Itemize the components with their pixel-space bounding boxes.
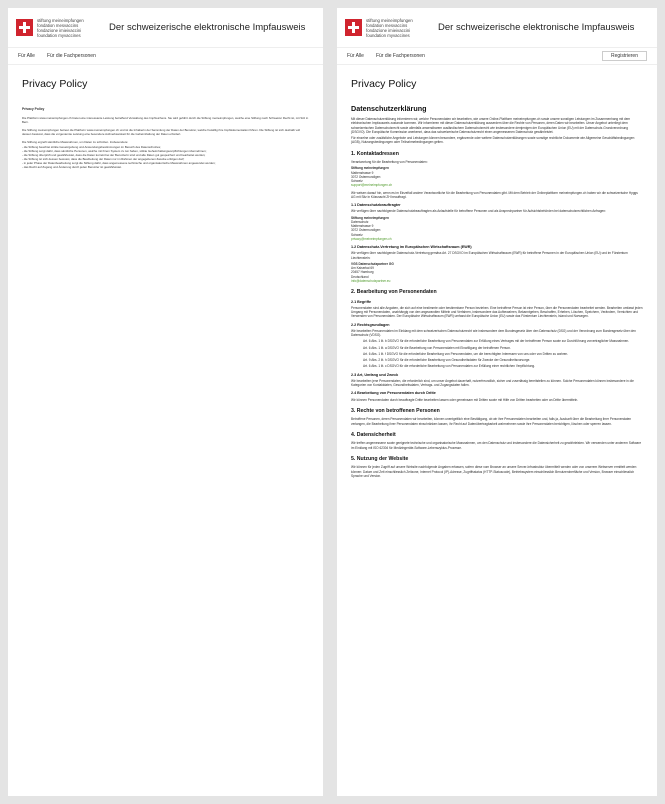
site-header	[8, 8, 323, 48]
app-title: Der schweizerische elektronische Impfausweis	[109, 22, 306, 33]
paragraph: Wir bearbeiten Personendaten im Einklang mit dem schweizerischen Datenschutzrecht wie insbesondere dem Bundesgesetz über den Datenschutz (DSG) und der Verordnung zum Bundesgesetz über den Datenschutz (VDSG).	[351, 328, 636, 337]
paragraph: Wir können Personendaten durch beauftragte Dritte bearbeiten lassen oder gemeinsam mit Dritten sowie mit Hilfe von Dritten bearbeiten oder an Dritte übermitteln.	[351, 397, 579, 402]
nav-for-all[interactable]: Für Alle	[18, 53, 35, 59]
app-title: Der schweizerische elektronische Impfausweis	[438, 22, 635, 33]
paragraph: Verantwortung für die Bearbeitung von Personendaten:	[351, 160, 428, 164]
subsection-heading: 2.3 Art, Umfang und Zweck	[351, 372, 399, 377]
foundation-logo-text: stiftung meineimpfungen fondation mesvaccins fondazione imieivaccini foundation myvaccines	[366, 17, 413, 38]
section-heading: 5. Nutzung der Website	[351, 455, 409, 462]
section-heading: 4. Datensicherheit	[351, 431, 396, 438]
paragraph: Personendaten sind alle Angaben, die sich auf eine bestimmte oder bestimmbare Person beziehen. Eine betroffene Person ist eine Person, über die Personendaten bearbeitet werden. Bearbeiten umfasst jeden Umgang mit Personendaten, unabhängig von den angewandten Mitteln und Verfahren, insbesondere das Aufbewahren, Bekanntgeben, Beschaffen, Erheben, Löschen, Speichern, Verändern, Vernichten und Verwenden von Personendaten. Der Europäische Wirtschaftsraum (EWR) umfasst die Europäische Union (EU) sowie das Fürstentum Liechtenstein, Island und Norwegen.	[351, 305, 643, 319]
page-title: Privacy Policy	[22, 78, 88, 90]
email-link[interactable]: support@meineimpfungen.ch	[351, 183, 393, 188]
nav-for-professionals[interactable]: Für die Fachpersonen	[375, 53, 425, 59]
top-nav	[337, 48, 657, 65]
left-window	[8, 8, 323, 796]
paragraph: Die Stiftung ergreift sämtliche Massnahmen, um Daten zu schützen. Insbesondere:	[22, 140, 129, 145]
list-item: Art. 6 Abs. 1 lit. f DSGVO für die erforderliche Bearbeitung von Personendaten, um die berechtigten Interessen von uns oder von Dritten zu wahren.	[363, 351, 569, 356]
list-item: - in jeder Phase der Datenbearbeitung sorgt die Stiftung dafür, dass angemessene technische und organisatorische Massnahmen angewendet werden;	[22, 160, 216, 165]
intro-paragraph: Mit dieser Datenschutzerklärung informieren wir, welche Personendaten wir bearbeiten, wie unsere Online-Plattform meineimpfungen.ch sowie unsere sonstigen Leistungen im Zusammenhang mit dem elektronischen Impfausweis zustande kommen. Wir informieren mit dieser Datenschutzerklärung ausserdem über die Rechte von Personen, deren Daten wir bearbeiten. Unser Angebot unterliegt dem schweizerischen Datenschutzrecht sowie allenfalls anwendbarem ausländischem Datenschutzrecht wie insbesondere demjenigen der Europäischen Union (EU) mit der Datenschutz-Grundverordnung (DSGVO). Die Europäische Kommission anerkennt, dass das schweizerische Datenschutzrecht einen angemessenen Datenschutz gewährleistet.	[351, 117, 631, 134]
section-heading: 3. Rechte von betroffenen Personen	[351, 407, 440, 414]
email-link[interactable]: privacy@meineimpfungen.ch	[351, 236, 392, 241]
list-item: - das Recht auf Zugang und Änderung durch jeden Benutzer ist gewährleistet.	[22, 165, 122, 170]
list-item: Art. 6 Abs. 1 lit. a DSGVO für die Bearbeitung von Personendaten mit Einwilligung der betroffenen Person.	[363, 345, 511, 350]
paragraph: Wir verfügen über nachfolgende Datenschutz-Vertretung gemäss Art. 27 DSGVO im Europäischen Wirtschaftsraum (EWR) für betroffene Personen in der Europäischen Union (EU) und im Fürstentum Liechtenstein:	[351, 251, 628, 260]
doc-title: Datenschutzerklärung	[351, 104, 427, 113]
list-item: - die Stiftung sorgt dafür, dass sämtliche Personen, welche mit ihrem System zu tun haben, strikte Geheimhaltungsverpflichtungen übernehmen;	[22, 148, 207, 153]
subsection-heading: 1.2 Datenschutz-Vertretung im Europäischen Wirtschaftsraum (EWR)	[351, 245, 472, 249]
section-heading: 2. Bearbeitung von Personendaten	[351, 289, 437, 295]
section-heading: 1. Kontaktadressen	[351, 150, 399, 157]
doc-heading: Privacy Policy	[22, 107, 45, 111]
list-item: - die Stiftung beachtet strikte Gesetzgebung und Anwendungsbestimmungen im Bereich des Datenschutzes;	[22, 144, 161, 149]
address-block: VGS Datenschutzpartner GG Am Kaiserkai 69 20457 Hamburg Deutschland info@datenschutzpartner.eu	[351, 262, 643, 283]
address-block: Stiftung meineimpfungen Datenschutz Mattenstrasse 9 3072 Ostermundigen Schweiz privacy@meineimpfungen.ch	[351, 216, 643, 242]
nav-for-all[interactable]: Für Alle	[347, 53, 364, 59]
paragraph: Wir können für jeden Zugriff auf unsere Website nachfolgende Angaben erfassen, sofern diese vom Browser an unsere Server-Infrastruktur übermittelt werden oder von unserem Webserver ermittelt werden können: Datum und Zeit einschliesslich Zeitzone, Internet Protocol (IP)-Adresse, Zugriffsstatus (HTTP-Statuscode), Betriebssystem einschliesslich Benutzeroberfläche und Version, Browser einschliesslich Sprache und Version.	[351, 465, 637, 478]
list-item: - die Stiftung ist sich dessen bewusst, dass die Bearbeitung der Daten nur im Rahmen der angegebenen Zwecke erfolgen darf;	[22, 156, 185, 161]
list-item: Art. 6 Abs. 1 lit. c DSGVO für die erforderliche Bearbeitung von Personendaten zur Erfüllung einer rechtlichen Verpflichtung.	[363, 364, 535, 369]
privacy-policy-content	[8, 90, 323, 169]
subsection-heading: 2.2 Rechtsgrundlagen	[351, 322, 390, 327]
site-header	[337, 8, 657, 48]
page-title: Privacy Policy	[351, 78, 417, 90]
swiss-cross-logo-icon[interactable]	[345, 19, 362, 36]
list-item: - die Stiftung überprüft und gewährleistet, dass die Daten korrekt bei der Benutzerin sind und alle Daten gut gespeichert und bearbeitet werden;	[22, 152, 206, 157]
list-item: Art. 6 Abs. 1 lit. b DSGVO für die erforderliche Bearbeitung von Personendaten zur Erfüllung eines Vertrages mit der betroffenen Person sowie zur Durchführung vorvertraglicher Massnahmen.	[363, 339, 630, 344]
paragraph: Die Plattform www.meineimpfungen.ch bietet eine interessante Leistung betreffend Verwaltung des Impfzeichens. Sie wird geführt durch die Stiftung meineimpfungen, welche eine Stiftung nach Schweizer Recht ist, mit Sitz in Bern.	[22, 116, 309, 125]
nav-for-professionals[interactable]: Für die Fachpersonen	[46, 53, 96, 59]
address-block: Stiftung meineimpfungen Mattenstrasse 9 3072 Ostermundigen Schweiz support@meineimpfungen.ch	[351, 166, 643, 187]
subsection-heading: 2.4 Bearbeitung von Personendaten durch Dritte	[351, 391, 436, 396]
paragraph: Wir bearbeiten jene Personendaten, die erforderlich sind, um unser Angebot dauerhaft, nutzerfreundlich, sicher und zuverlässig bereitstellen zu können. Solche Personendaten können insbesondere in die Kategorien von Kontaktdaten, Gesundheitsdaten, Vertrags- und Zugangsdaten fallen.	[351, 378, 634, 387]
intro-paragraph: Für einzelne oder zusätzliche Angebote und Leistungen können besondere, ergänzende oder weitere Datenschutzerklärungen sowie sonstige rechtliche Dokumente wie Allgemeine Geschäftsbedingungen (AGB), Nutzungsbedingungen oder Teilnahmebedingungen gelten.	[351, 136, 635, 145]
foundation-logo-text: stiftung meineimpfungen fondation mesvaccins fondazione imieivaccini foundation myvaccines	[37, 17, 84, 38]
paragraph: Wir treffen angemessene sowie geeignete technische und organisatorische Massnahmen, um den Datenschutz und insbesondere die Datensicherheit zu gewährleisten. Wir verwenden unter anderem Software im Einklang mit ISO 62304 für Medizingeräte-Software-Lebenszyklus-Prozesse.	[351, 441, 642, 450]
right-window	[337, 8, 657, 796]
subsection-heading: 2.1 Begriffe	[351, 299, 372, 304]
top-nav	[8, 48, 323, 65]
list-item: Art. 9 Abs. 2 lit. h DSGVO für die erforderliche Bearbeitung von Gesundheitsdaten für Zwecke der Gesundheitsvorsorge.	[363, 358, 531, 362]
privacy-statement-content	[337, 90, 657, 478]
paragraph: Wir verfügen über nachfolgende Datenschutzbeauftragten als Anlaufstelle für betroffene Personen und als Ansprechpartner für Aufsichtsbehörden bei datenschutzrechtlichen Anfragen:	[351, 209, 606, 214]
email-link[interactable]: info@datenschutzpartner.eu	[351, 278, 391, 283]
paragraph: Wir weisen darauf hin, wenn es im Einzelfall andere Verantwortliche für die Bearbeitung von Personendaten gibt. Mit dem Betrieb der Onlineplattform meineimpfungen.ch haben wir die schweizerische Hyggs AG mit Sitz in Küssnacht ZH beauftragt.	[351, 190, 638, 199]
subsection-heading: 1.1 Datenschutzbeauftragter	[351, 203, 401, 207]
register-button[interactable]: Registrieren	[602, 51, 647, 61]
paragraph: Die Stiftung meineimpfungen betreut die Plattform www.meineimpfungen.ch und ist die Inhaberin der Sammlung der Daten der Benutzer, welche freiwillig ihre Impfdokumentation führen. Die Stiftung ist sich deshalb voll dessen bewusst, dass die vorgenannte Leistung eine besondere Aufmerksamkeit für die Geheimhaltung der Daten erfordert.	[22, 128, 300, 137]
legal-basis-list	[351, 339, 643, 368]
paragraph: Betroffene Personen, deren Personendaten wir bearbeiten, können unentgeltlich eine Bestätigung, ob wir ihre Personendaten bearbeiten und, falls ja, Auskunft über die Bearbeitung ihrer Personendaten verlangen, die Bearbeitung ihrer Personendaten einschränken lassen, ihr Recht auf Datenübertragbarkeit wahrnehmen sowie ihre Personendaten berichtigen, löschen oder sperren lassen.	[351, 417, 632, 426]
swiss-cross-logo-icon[interactable]	[16, 19, 33, 36]
